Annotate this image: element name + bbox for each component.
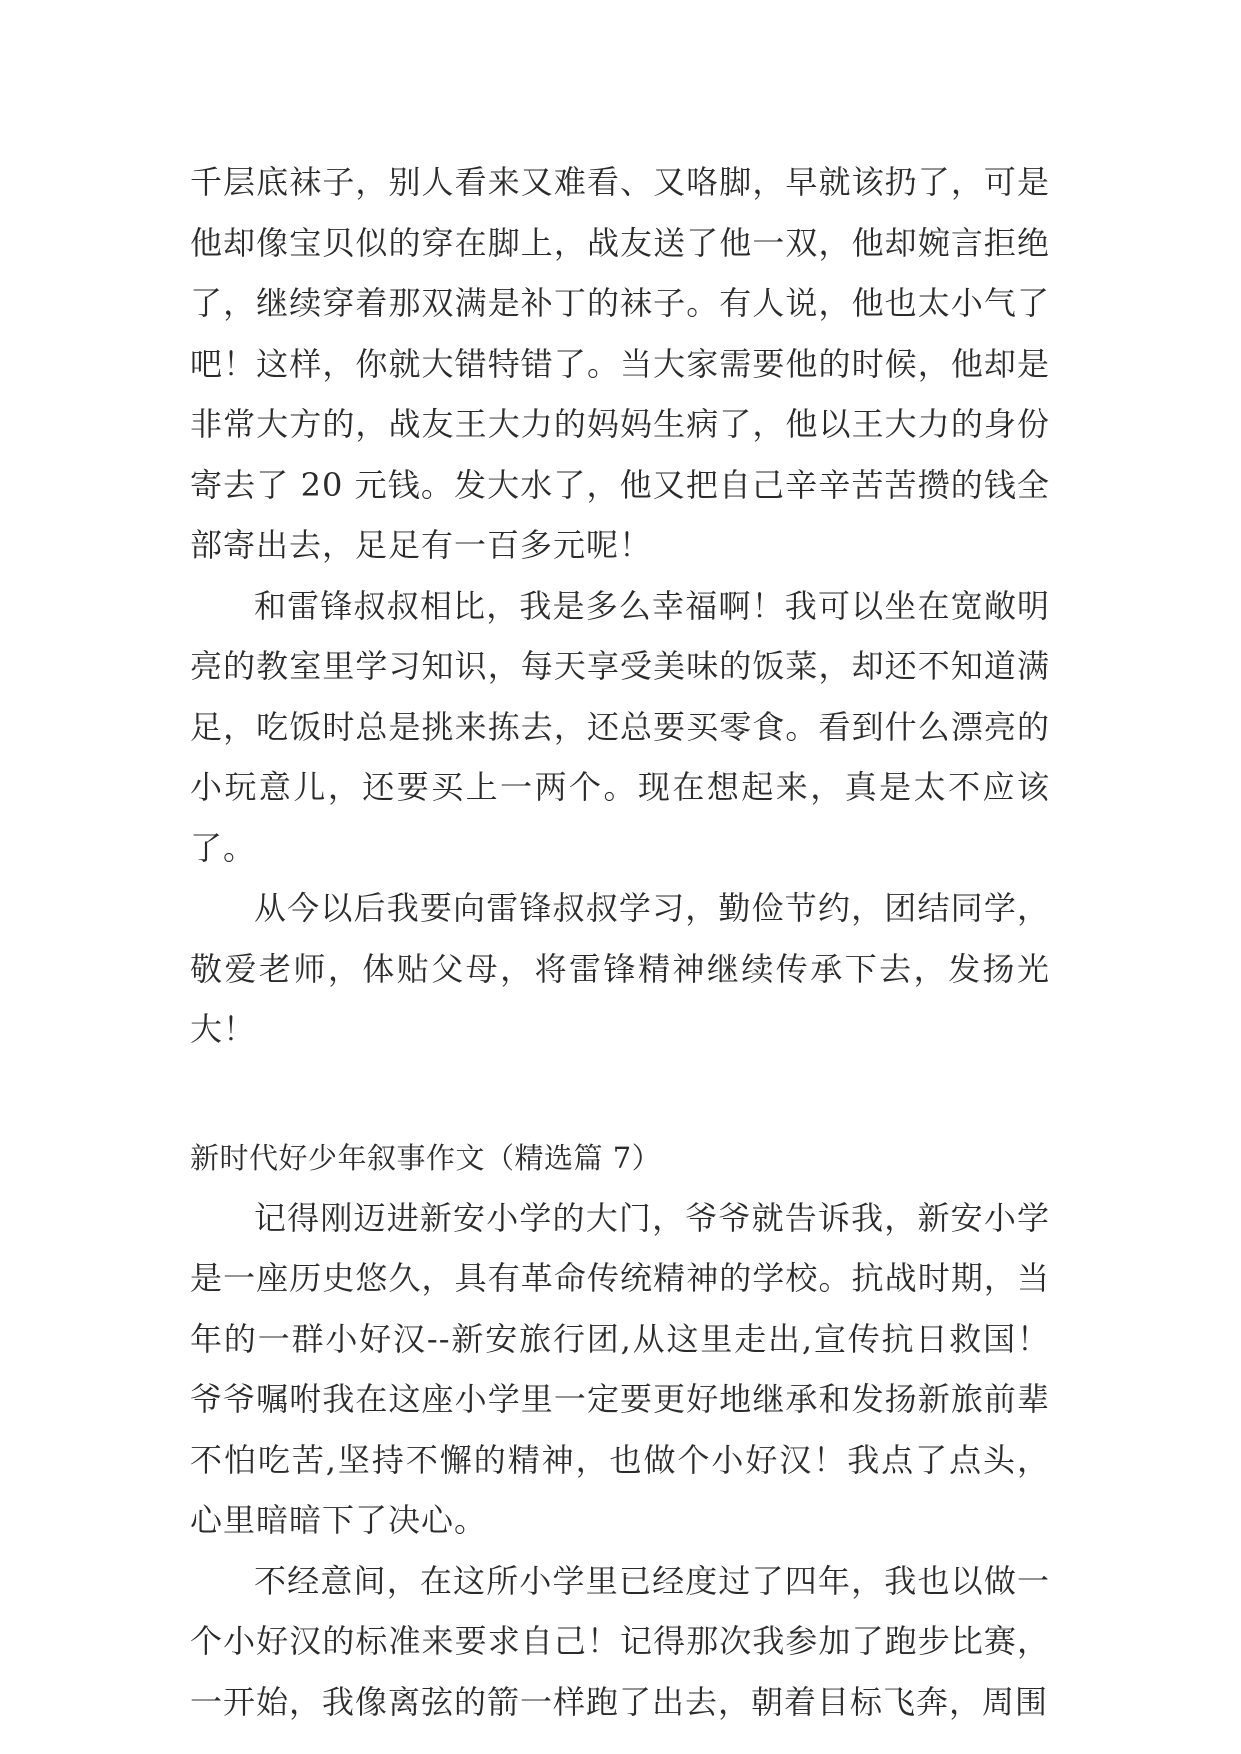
body-paragraph: 不经意间，在这所小学里已经度过了四年，我也以做一个小好汉的标准来要求自己！记得那次我参加了跑步比赛，一开始，我像离弦的箭一样跑了出去，朝着目标飞奔，周围 bbox=[190, 1561, 1050, 1721]
body-paragraph: 和雷锋叔叔相比，我是多么幸福啊！我可以坐在宽敞明亮的教室里学习知识，每天享受美味的饭菜，却还不知道满足，吃饭时总是挑来拣去，还总要买零食。看到什么漂亮的小玩意儿，还要买上一两个。现在想起来，真是太不应该了。 bbox=[190, 586, 1050, 867]
document-body bbox=[190, 152, 1050, 1732]
section-title: 新时代好少年叙事作文（精选篇 7） bbox=[190, 1140, 662, 1175]
body-paragraph: 千层底袜子，别人看来又难看、又咯脚，早就该扔了，可是他却像宝贝似的穿在脚上，战友送了他一双，他却婉言拒绝了，继续穿着那双满是补丁的袜子。有人说，他也太小气了吧！这样，你就大错特错了。当大家需要他的时候，他却是非常大方的，战友王大力的妈妈生病了，他以王大力的身份寄去了 20 元钱。发大水了，他又把自己辛辛苦苦攒的钱全部寄出去，足足有一百多元呢！ bbox=[190, 163, 1050, 564]
body-paragraph: 从今以后我要向雷锋叔叔学习，勤俭节约，团结同学，敬爱老师，体贴父母，将雷锋精神继续传承下去，发扬光大！ bbox=[190, 889, 1050, 1048]
body-paragraph: 记得刚迈进新安小学的大门，爷爷就告诉我，新安小学是一座历史悠久，具有革命传统精神的学校。抗战时期，当年的一群小好汉--新安旅行团,从这里走出,宣传抗日救国！爷爷嘱咐我在这座小学里一定要更好地继承和发扬新旅前辈不怕吃苦,坚持不懈的精神，也做个小好汉！我点了点头，心里暗暗下了决心。 bbox=[190, 1198, 1050, 1539]
